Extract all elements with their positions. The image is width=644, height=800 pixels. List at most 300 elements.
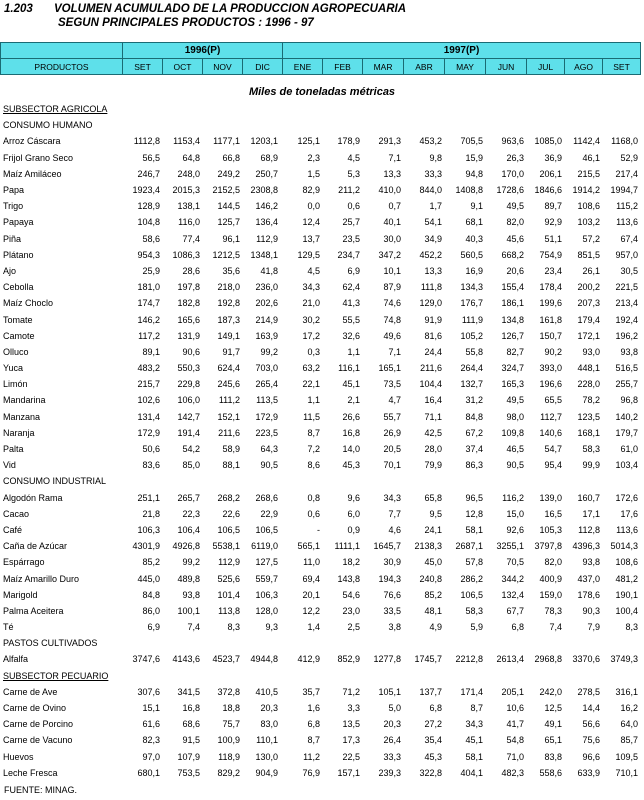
value-1997-cell: 0,7 bbox=[388, 201, 401, 212]
value-1996-cell: 7,4 bbox=[187, 622, 200, 633]
value-1997-cell: 67,4 bbox=[620, 233, 638, 244]
value-1996-cell: 4926,8 bbox=[172, 541, 200, 552]
value-1997-cell: 11,0 bbox=[303, 557, 320, 568]
value-1996-cell: 104,8 bbox=[137, 217, 160, 228]
value-1997-cell: 22,1 bbox=[302, 379, 320, 390]
value-1997-cell: 71,1 bbox=[424, 411, 442, 422]
value-1997-cell: 264,4 bbox=[460, 363, 483, 374]
value-1997-cell: 178,6 bbox=[577, 589, 600, 600]
value-1997-cell: 6,8 bbox=[511, 622, 524, 633]
value-1996-cell: 58,6 bbox=[142, 233, 160, 244]
table-row bbox=[0, 684, 640, 700]
value-1996-cell: 265,7 bbox=[177, 492, 200, 503]
value-1997-cell: 15,0 bbox=[506, 508, 524, 519]
value-1996-cell: 3747,6 bbox=[132, 654, 160, 665]
value-1996-cell: 307,6 bbox=[137, 686, 160, 697]
value-1997-cell: 150,7 bbox=[539, 330, 562, 341]
value-1997-cell: 211,6 bbox=[420, 363, 442, 374]
table-row bbox=[0, 328, 640, 344]
month-header-1997: MAR bbox=[363, 59, 404, 75]
value-1996-cell: 1112,8 bbox=[133, 136, 160, 147]
value-1997-cell: 46,1 bbox=[582, 152, 600, 163]
products-header: PRODUCTOS bbox=[1, 59, 123, 75]
value-1997-cell: 754,9 bbox=[539, 249, 562, 260]
value-1996-cell: 172,9 bbox=[255, 411, 278, 422]
table-row bbox=[0, 457, 640, 473]
value-1996-cell: 4944,8 bbox=[250, 654, 278, 665]
value-1996-cell: 106,3 bbox=[255, 589, 278, 600]
product-label: Palta bbox=[3, 444, 24, 455]
value-1996-cell: 142,7 bbox=[177, 411, 200, 422]
value-1996-cell: 93,8 bbox=[182, 589, 200, 600]
value-1997-cell: 70,1 bbox=[383, 460, 401, 471]
value-1997-cell: 324,7 bbox=[501, 363, 524, 374]
value-1996-cell: 90,6 bbox=[182, 346, 200, 357]
value-1997-cell: 30,9 bbox=[383, 557, 401, 568]
value-1997-cell: 31,2 bbox=[465, 395, 483, 406]
value-1996-cell: 172,9 bbox=[137, 427, 160, 438]
value-1997-cell: 99,9 bbox=[582, 460, 600, 471]
value-1997-cell: 18,2 bbox=[342, 557, 360, 568]
table-row bbox=[0, 506, 640, 522]
value-1997-cell: 160,7 bbox=[577, 492, 600, 503]
value-1997-cell: 132,4 bbox=[501, 589, 524, 600]
value-1997-cell: 157,1 bbox=[337, 767, 360, 778]
product-label: Arroz Cáscara bbox=[3, 136, 61, 147]
value-1997-cell: 1,5 bbox=[307, 168, 320, 179]
value-1997-cell: 668,2 bbox=[501, 249, 524, 260]
value-1997-cell: 705,5 bbox=[460, 136, 483, 147]
value-1997-cell: 68,1 bbox=[465, 217, 483, 228]
value-1997-cell: 400,9 bbox=[539, 573, 562, 584]
value-1997-cell: 2687,1 bbox=[455, 541, 483, 552]
value-1997-cell: 65,1 bbox=[544, 735, 562, 746]
value-1997-cell: 1,7 bbox=[429, 201, 442, 212]
value-1997-cell: 8,7 bbox=[307, 735, 320, 746]
value-1996-cell: 22,6 bbox=[222, 508, 240, 519]
value-1996-cell: 138,1 bbox=[177, 201, 200, 212]
value-1996-cell: 96,1 bbox=[222, 233, 240, 244]
value-1996-cell: 250,7 bbox=[255, 168, 278, 179]
group-row bbox=[0, 473, 640, 489]
value-1997-cell: 6,8 bbox=[307, 719, 320, 730]
value-1996-cell: 4523,7 bbox=[212, 654, 240, 665]
table-row bbox=[0, 376, 640, 392]
value-1997-cell: 51,1 bbox=[544, 233, 562, 244]
value-1997-cell: 16,8 bbox=[342, 427, 360, 438]
value-1997-cell: 49,5 bbox=[506, 201, 524, 212]
value-1997-cell: 55,7 bbox=[383, 411, 401, 422]
value-1997-cell: 179,4 bbox=[577, 314, 600, 325]
value-1997-cell: 25,7 bbox=[342, 217, 360, 228]
value-1997-cell: 344,2 bbox=[501, 573, 524, 584]
value-1997-cell: 179,7 bbox=[615, 427, 638, 438]
value-1997-cell: 20,3 bbox=[383, 719, 401, 730]
value-1997-cell: 0,6 bbox=[347, 201, 360, 212]
value-1997-cell: 8,3 bbox=[625, 622, 638, 633]
value-1996-cell: 91,5 bbox=[182, 735, 200, 746]
value-1997-cell: 33,3 bbox=[383, 751, 401, 762]
product-label: Manzana bbox=[3, 411, 41, 422]
product-label: Carne de Ovino bbox=[3, 703, 67, 714]
value-1997-cell: 84,8 bbox=[465, 411, 483, 422]
value-1997-cell: 2138,3 bbox=[414, 541, 442, 552]
value-1997-cell: 58,3 bbox=[582, 444, 600, 455]
value-1997-cell: 3,3 bbox=[347, 703, 360, 714]
value-1996-cell: 113,5 bbox=[256, 395, 278, 406]
value-1997-cell: 8,7 bbox=[470, 703, 483, 714]
value-1997-cell: 140,6 bbox=[539, 427, 562, 438]
table-row bbox=[0, 409, 640, 425]
value-1997-cell: 82,7 bbox=[506, 346, 524, 357]
value-1997-cell: 200,2 bbox=[577, 282, 600, 293]
value-1996-cell: 58,9 bbox=[222, 444, 240, 455]
value-1997-cell: 108,6 bbox=[577, 201, 600, 212]
value-1996-cell: 84,8 bbox=[142, 589, 160, 600]
value-1997-cell: 165,3 bbox=[501, 379, 524, 390]
value-1996-cell: 268,2 bbox=[217, 492, 240, 503]
value-1997-cell: 49,1 bbox=[544, 719, 562, 730]
year-1997-header: 1997(P) bbox=[283, 43, 641, 59]
value-1997-cell: 278,5 bbox=[577, 686, 600, 697]
value-1996-cell: 106,5 bbox=[255, 524, 278, 535]
value-1996-cell: 100,1 bbox=[177, 605, 200, 616]
value-1996-cell: 187,3 bbox=[217, 314, 240, 325]
value-1997-cell: 482,3 bbox=[501, 767, 524, 778]
value-1996-cell: 4143,6 bbox=[172, 654, 200, 665]
value-1997-cell: 23,4 bbox=[544, 265, 562, 276]
value-1996-cell: 144,5 bbox=[217, 201, 240, 212]
value-1996-cell: 100,9 bbox=[217, 735, 240, 746]
value-1997-cell: 452,2 bbox=[419, 249, 442, 260]
value-1997-cell: 1111,1 bbox=[334, 541, 360, 552]
value-1997-cell: 103,2 bbox=[577, 217, 600, 228]
value-1997-cell: 93,8 bbox=[620, 346, 638, 357]
value-1996-cell: 97,0 bbox=[142, 751, 160, 762]
value-1997-cell: 516,5 bbox=[615, 363, 638, 374]
value-1997-cell: 0,6 bbox=[307, 508, 320, 519]
value-1997-cell: 1728,6 bbox=[496, 185, 524, 196]
value-1997-cell: 161,8 bbox=[539, 314, 562, 325]
value-1997-cell: 171,4 bbox=[460, 686, 483, 697]
value-1996-cell: 182,8 bbox=[177, 298, 200, 309]
value-1997-cell: 26,6 bbox=[342, 411, 360, 422]
value-1997-cell: 5,0 bbox=[388, 703, 401, 714]
value-1996-cell: 445,0 bbox=[137, 573, 160, 584]
value-1997-cell: 10,1 bbox=[383, 265, 401, 276]
value-1997-cell: 62,4 bbox=[342, 282, 360, 293]
value-1997-cell: 234,7 bbox=[337, 249, 360, 260]
value-1996-cell: 624,4 bbox=[217, 363, 240, 374]
product-label: Olluco bbox=[3, 346, 29, 357]
value-1997-cell: 5,9 bbox=[470, 622, 483, 633]
value-1997-cell: 26,9 bbox=[383, 427, 401, 438]
value-1997-cell: 96,6 bbox=[582, 751, 600, 762]
value-1997-cell: 41,7 bbox=[506, 719, 524, 730]
value-1996-cell: 128,0 bbox=[255, 605, 278, 616]
value-1997-cell: 1745,7 bbox=[414, 654, 442, 665]
month-header-1997: ENE bbox=[283, 59, 323, 75]
group-row bbox=[0, 635, 640, 651]
value-1997-cell: 448,1 bbox=[577, 363, 600, 374]
value-1997-cell: 0,9 bbox=[347, 524, 360, 535]
value-1996-cell: 41,8 bbox=[260, 265, 278, 276]
value-1996-cell: 112,9 bbox=[218, 557, 240, 568]
value-1997-cell: 7,4 bbox=[549, 622, 562, 633]
value-1997-cell: 16,2 bbox=[620, 703, 638, 714]
value-1997-cell: 7,1 bbox=[388, 346, 401, 357]
value-1997-cell: 286,2 bbox=[460, 573, 483, 584]
value-1996-cell: 127,5 bbox=[255, 557, 278, 568]
value-1996-cell: 954,3 bbox=[137, 249, 160, 260]
table-row bbox=[0, 538, 640, 554]
value-1996-cell: 149,1 bbox=[217, 330, 240, 341]
product-label: Carne de Porcino bbox=[3, 719, 74, 730]
value-1997-cell: 155,4 bbox=[501, 282, 524, 293]
value-1997-cell: 82,0 bbox=[544, 557, 562, 568]
value-1996-cell: 753,5 bbox=[177, 767, 200, 778]
table-row bbox=[0, 425, 640, 441]
value-1996-cell: 174,7 bbox=[137, 298, 160, 309]
month-header-1996: OCT bbox=[163, 59, 203, 75]
value-1997-cell: 9,8 bbox=[429, 152, 442, 163]
value-1997-cell: 54,1 bbox=[424, 217, 442, 228]
value-1996-cell: 56,5 bbox=[142, 152, 160, 163]
value-1997-cell: 126,7 bbox=[501, 330, 524, 341]
value-1997-cell: 26,3 bbox=[506, 152, 524, 163]
month-header-1997: FEB bbox=[323, 59, 363, 75]
value-1997-cell: 159,0 bbox=[539, 589, 562, 600]
value-1997-cell: 112,8 bbox=[578, 524, 600, 535]
value-1996-cell: 236,0 bbox=[255, 282, 278, 293]
value-1996-cell: 218,0 bbox=[217, 282, 240, 293]
value-1996-cell: 68,9 bbox=[260, 152, 278, 163]
value-1997-cell: 111,8 bbox=[420, 282, 442, 293]
value-1997-cell: 3255,1 bbox=[496, 541, 524, 552]
value-1996-cell: 110,1 bbox=[256, 735, 278, 746]
value-1997-cell: 105,2 bbox=[460, 330, 483, 341]
value-1997-cell: 347,2 bbox=[378, 249, 401, 260]
value-1996-cell: 106,5 bbox=[217, 524, 240, 535]
value-1997-cell: 8,6 bbox=[307, 460, 320, 471]
value-1997-cell: 16,9 bbox=[465, 265, 483, 276]
value-1996-cell: 116,0 bbox=[178, 217, 200, 228]
value-1997-cell: 140,2 bbox=[615, 411, 638, 422]
value-1997-cell: 63,2 bbox=[302, 363, 320, 374]
value-1996-cell: 372,8 bbox=[217, 686, 240, 697]
value-1997-cell: 5014,3 bbox=[610, 541, 638, 552]
value-1997-cell: 565,1 bbox=[297, 541, 320, 552]
value-1997-cell: 17,6 bbox=[620, 508, 638, 519]
value-1997-cell: 199,6 bbox=[539, 298, 562, 309]
value-1997-cell: 16,4 bbox=[424, 395, 442, 406]
document-title bbox=[4, 2, 406, 30]
value-1997-cell: 57,8 bbox=[465, 557, 483, 568]
value-1997-cell: 194,3 bbox=[378, 573, 401, 584]
value-1997-cell: 178,9 bbox=[337, 136, 360, 147]
product-label: Maíz Amiláceo bbox=[3, 168, 62, 179]
value-1997-cell: 207,3 bbox=[577, 298, 600, 309]
value-1997-cell: 74,8 bbox=[383, 314, 401, 325]
value-1997-cell: 27,2 bbox=[424, 719, 442, 730]
value-1997-cell: 322,8 bbox=[419, 767, 442, 778]
value-1997-cell: 15,9 bbox=[465, 152, 483, 163]
value-1997-cell: 2212,8 bbox=[455, 654, 483, 665]
value-1997-cell: 21,0 bbox=[302, 298, 320, 309]
value-1997-cell: 28,0 bbox=[424, 444, 442, 455]
value-1997-cell: 35,7 bbox=[302, 686, 320, 697]
product-label: Caña de Azúcar bbox=[3, 541, 68, 552]
value-1996-cell: 128,9 bbox=[137, 201, 160, 212]
value-1997-cell: 75,6 bbox=[582, 735, 600, 746]
value-1997-cell: 45,1 bbox=[342, 379, 360, 390]
value-1997-cell: 0,3 bbox=[307, 346, 320, 357]
value-1997-cell: 108,6 bbox=[615, 557, 638, 568]
value-1997-cell: 65,8 bbox=[424, 492, 442, 503]
value-1997-cell: 558,6 bbox=[539, 767, 562, 778]
month-header-1996: SET bbox=[123, 59, 163, 75]
value-1997-cell: 58,1 bbox=[465, 524, 483, 535]
month-header-1996: NOV bbox=[203, 59, 243, 75]
value-1996-cell: 410,5 bbox=[255, 686, 278, 697]
table-row bbox=[0, 749, 640, 765]
table-row bbox=[0, 732, 640, 748]
product-label: Carne de Vacuno bbox=[3, 735, 73, 746]
value-1997-cell: 93,0 bbox=[582, 346, 600, 357]
value-1996-cell: 64,3 bbox=[260, 444, 278, 455]
product-label: Cacao bbox=[3, 508, 30, 519]
section-row bbox=[0, 101, 640, 117]
value-1996-cell: 9,3 bbox=[265, 622, 278, 633]
group-row bbox=[0, 117, 640, 133]
value-1997-cell: 105,1 bbox=[378, 686, 401, 697]
value-1996-cell: 146,2 bbox=[137, 314, 160, 325]
value-1997-cell: 14,4 bbox=[582, 703, 600, 714]
value-1997-cell: 196,2 bbox=[615, 330, 638, 341]
table-row bbox=[0, 247, 640, 263]
value-1996-cell: 829,2 bbox=[217, 767, 240, 778]
value-1997-cell: 1085,0 bbox=[534, 136, 562, 147]
value-1997-cell: 13,7 bbox=[302, 233, 320, 244]
value-1996-cell: 91,7 bbox=[222, 346, 240, 357]
value-1996-cell: 215,7 bbox=[137, 379, 160, 390]
value-1997-cell: 3370,6 bbox=[572, 654, 600, 665]
value-1996-cell: 214,9 bbox=[255, 314, 278, 325]
table-row bbox=[0, 166, 640, 182]
value-1997-cell: 7,2 bbox=[307, 444, 320, 455]
value-1997-cell: 17,2 bbox=[302, 330, 320, 341]
year-1996-header: 1996(P) bbox=[123, 43, 283, 59]
product-label: Tomate bbox=[3, 314, 33, 325]
section-label: SUBSECTOR PECUARIO bbox=[3, 670, 109, 681]
value-1997-cell: 239,3 bbox=[378, 767, 401, 778]
product-label: Maíz Amarillo Duro bbox=[3, 573, 80, 584]
value-1997-cell: 9,1 bbox=[470, 201, 483, 212]
value-1997-cell: 1846,6 bbox=[534, 185, 562, 196]
value-1997-cell: 49,5 bbox=[506, 395, 524, 406]
value-1997-cell: 132,7 bbox=[460, 379, 483, 390]
value-1996-cell: 268,6 bbox=[255, 492, 278, 503]
value-1996-cell: 88,1 bbox=[222, 460, 240, 471]
value-1997-cell: 33,5 bbox=[383, 605, 401, 616]
value-1997-cell: 560,5 bbox=[460, 249, 483, 260]
value-1997-cell: 116,2 bbox=[502, 492, 524, 503]
value-1996-cell: 85,0 bbox=[182, 460, 200, 471]
value-1997-cell: 255,7 bbox=[615, 379, 638, 390]
value-1997-cell: 134,3 bbox=[460, 282, 483, 293]
value-1996-cell: 165,6 bbox=[177, 314, 200, 325]
value-1996-cell: 197,8 bbox=[177, 282, 200, 293]
table-row bbox=[0, 295, 640, 311]
value-1997-cell: 0,8 bbox=[307, 492, 320, 503]
value-1997-cell: 2,5 bbox=[347, 622, 360, 633]
value-1997-cell: 1,1 bbox=[307, 395, 320, 406]
table-row bbox=[0, 490, 640, 506]
value-1997-cell: 12,4 bbox=[302, 217, 320, 228]
value-1997-cell: 172,1 bbox=[577, 330, 600, 341]
value-1997-cell: 217,4 bbox=[615, 168, 638, 179]
value-1997-cell: 113,6 bbox=[616, 524, 638, 535]
value-1997-cell: 26,4 bbox=[383, 735, 401, 746]
value-1996-cell: 559,7 bbox=[255, 573, 278, 584]
value-1997-cell: 206,1 bbox=[539, 168, 562, 179]
value-1997-cell: 852,9 bbox=[337, 654, 360, 665]
value-1997-cell: 48,1 bbox=[424, 605, 442, 616]
value-1997-cell: 76,6 bbox=[383, 589, 401, 600]
table-row bbox=[0, 700, 640, 716]
value-1997-cell: 11,5 bbox=[303, 411, 320, 422]
value-1997-cell: 35,4 bbox=[424, 735, 442, 746]
product-label: Huevos bbox=[3, 751, 34, 762]
value-1997-cell: 178,4 bbox=[539, 282, 562, 293]
value-1997-cell: 1277,8 bbox=[373, 654, 401, 665]
value-1997-cell: 65,5 bbox=[544, 395, 562, 406]
value-1996-cell: 4301,9 bbox=[132, 541, 160, 552]
value-1997-cell: 13,3 bbox=[424, 265, 442, 276]
value-1997-cell: 54,7 bbox=[544, 444, 562, 455]
value-1997-cell: 12,2 bbox=[302, 605, 320, 616]
value-1997-cell: 20,5 bbox=[383, 444, 401, 455]
value-1997-cell: 437,0 bbox=[577, 573, 600, 584]
product-label: Ajo bbox=[3, 265, 17, 276]
value-1997-cell: 1142,4 bbox=[573, 136, 600, 147]
value-1997-cell: 49,6 bbox=[383, 330, 401, 341]
value-1997-cell: 3749,3 bbox=[610, 654, 638, 665]
source-footer: FUENTE: MINAG. bbox=[4, 785, 78, 795]
value-1997-cell: 710,1 bbox=[615, 767, 638, 778]
value-1997-cell: 1168,0 bbox=[611, 136, 638, 147]
value-1997-cell: 3,8 bbox=[388, 622, 401, 633]
value-1997-cell: 7,9 bbox=[587, 622, 600, 633]
value-1997-cell: 78,2 bbox=[582, 395, 600, 406]
table-row bbox=[0, 619, 640, 635]
value-1996-cell: 113,8 bbox=[218, 605, 240, 616]
value-1997-cell: 10,6 bbox=[506, 703, 524, 714]
value-1997-cell: 24,1 bbox=[424, 524, 442, 535]
value-1997-cell: 34,9 bbox=[424, 233, 442, 244]
table-row bbox=[0, 311, 640, 327]
value-1997-cell: 13,5 bbox=[342, 719, 360, 730]
value-1996-cell: 77,4 bbox=[182, 233, 200, 244]
value-1997-cell: 40,3 bbox=[465, 233, 483, 244]
group-label: PASTOS CULTIVADOS bbox=[3, 638, 98, 649]
value-1996-cell: 90,5 bbox=[260, 460, 278, 471]
value-1997-cell: 81,6 bbox=[424, 330, 442, 341]
value-1996-cell: 131,9 bbox=[177, 330, 200, 341]
value-1997-cell: 37,4 bbox=[465, 444, 483, 455]
value-1997-cell: 54,8 bbox=[506, 735, 524, 746]
value-1997-cell: 73,5 bbox=[383, 379, 401, 390]
